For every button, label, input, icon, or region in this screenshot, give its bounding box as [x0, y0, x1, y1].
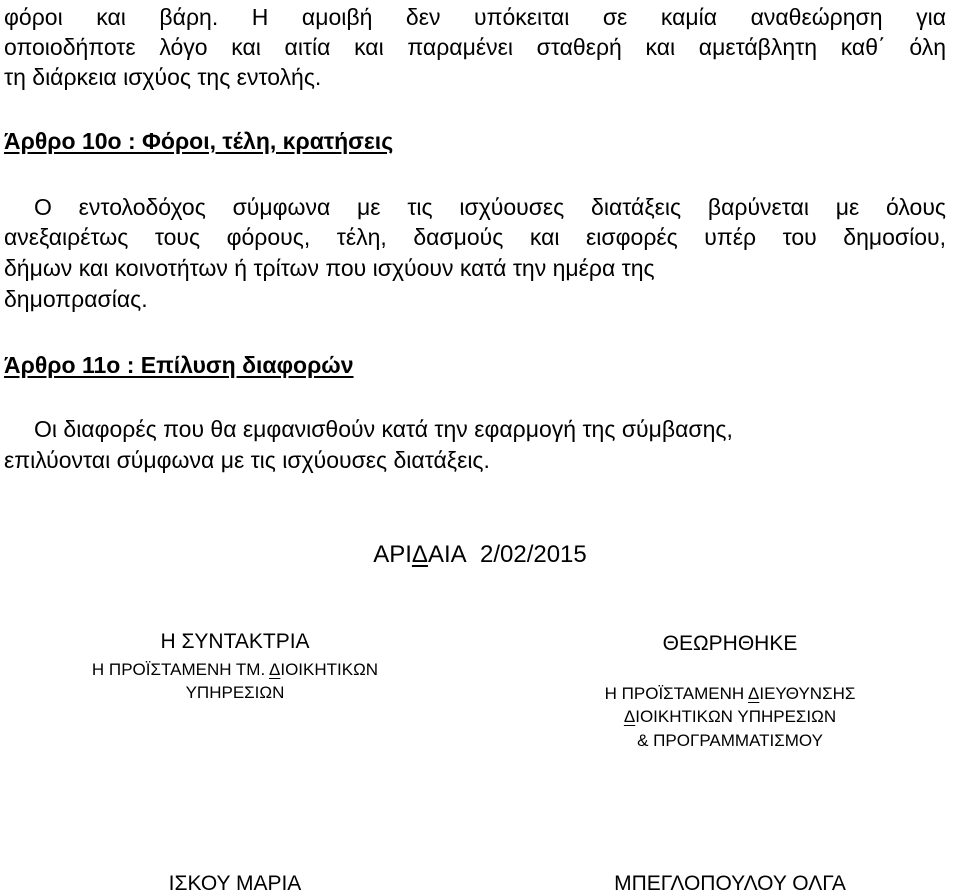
intro-line-1: φόροι και βάρη. Η αμοιβή δεν υπόκειται σε καμία αναθεώρηση για: [4, 4, 946, 30]
right-signature-title: ΘΕΩΡΗΘΗΚΕ: [662, 632, 798, 655]
article-10-line-1: Ο εντολοδόχος σύμφωνα με τις ισχύουσες διατάξεις βαρύνεται με όλους: [34, 194, 946, 220]
left-signature-role-line-2: ΥΠΗΡΕΣΙΩΝ: [185, 683, 285, 702]
intro-line-2: οποιοδήποτε λόγο και αιτία και παραμένει σταθερή και αμετάβλητη καθ΄ όλη: [4, 34, 946, 60]
article-10-heading: Άρθρο 10ο : Φόροι, τέλη, κρατήσεις: [4, 128, 394, 154]
right-signature-role-line-1: Η ΠΡΟΪΣΤΑΜΕΝΗ ΔΙΕΥΘΥΝΣΗΣ: [604, 684, 856, 703]
article-11-line-2: επιλύονται σύμφωνα με τις ισχύουσες διατάξεις.: [4, 447, 490, 473]
date: 2/02/2015: [479, 541, 587, 568]
place-date: [0, 541, 960, 569]
right-signature-name: ΜΠΕΓΛΟΠΟΥΛΟΥ ΟΛΓΑ: [614, 872, 846, 895]
article-11-line-1: Οι διαφορές που θα εμφανισθούν κατά την εφαρμογή της σύμβασης,: [34, 416, 733, 442]
left-signature-title: Η ΣΥΝΤΑΚΤΡΙΑ: [160, 630, 310, 653]
article-11-heading: Άρθρο 11ο : Επίλυση διαφορών: [4, 352, 354, 378]
article-10-line-4: δημοπρασίας.: [4, 286, 148, 312]
article-10-line-3: δήμων και κοινοτήτων ή τρίτων που ισχύουν κατά την ημέρα της: [4, 255, 655, 281]
left-signature-role-line-1: Η ΠΡΟΪΣΤΑΜΕΝΗ ΤΜ. ΔΙΟΙΚΗΤΙΚΩΝ: [91, 660, 379, 679]
right-signature-role-line-2: ΔΙΟΙΚΗΤΙΚΩΝ ΥΠΗΡΕΣΙΩΝ: [623, 707, 837, 726]
article-10-line-2: ανεξαιρέτως τους φόρους, τέλη, δασμούς και εισφορές υπέρ του δημοσίου,: [4, 224, 946, 250]
right-signature-role-line-3: & ΠΡΟΓΡΑΜΜΑΤΙΣΜΟΥ: [637, 731, 823, 750]
place-name: ΑΡΙΔΑΙΑ: [373, 541, 467, 568]
left-signature-name: ΙΣΚΟΥ ΜΑΡΙΑ: [168, 872, 302, 895]
intro-line-3: τη διάρκεια ισχύος της εντολής.: [4, 64, 322, 90]
